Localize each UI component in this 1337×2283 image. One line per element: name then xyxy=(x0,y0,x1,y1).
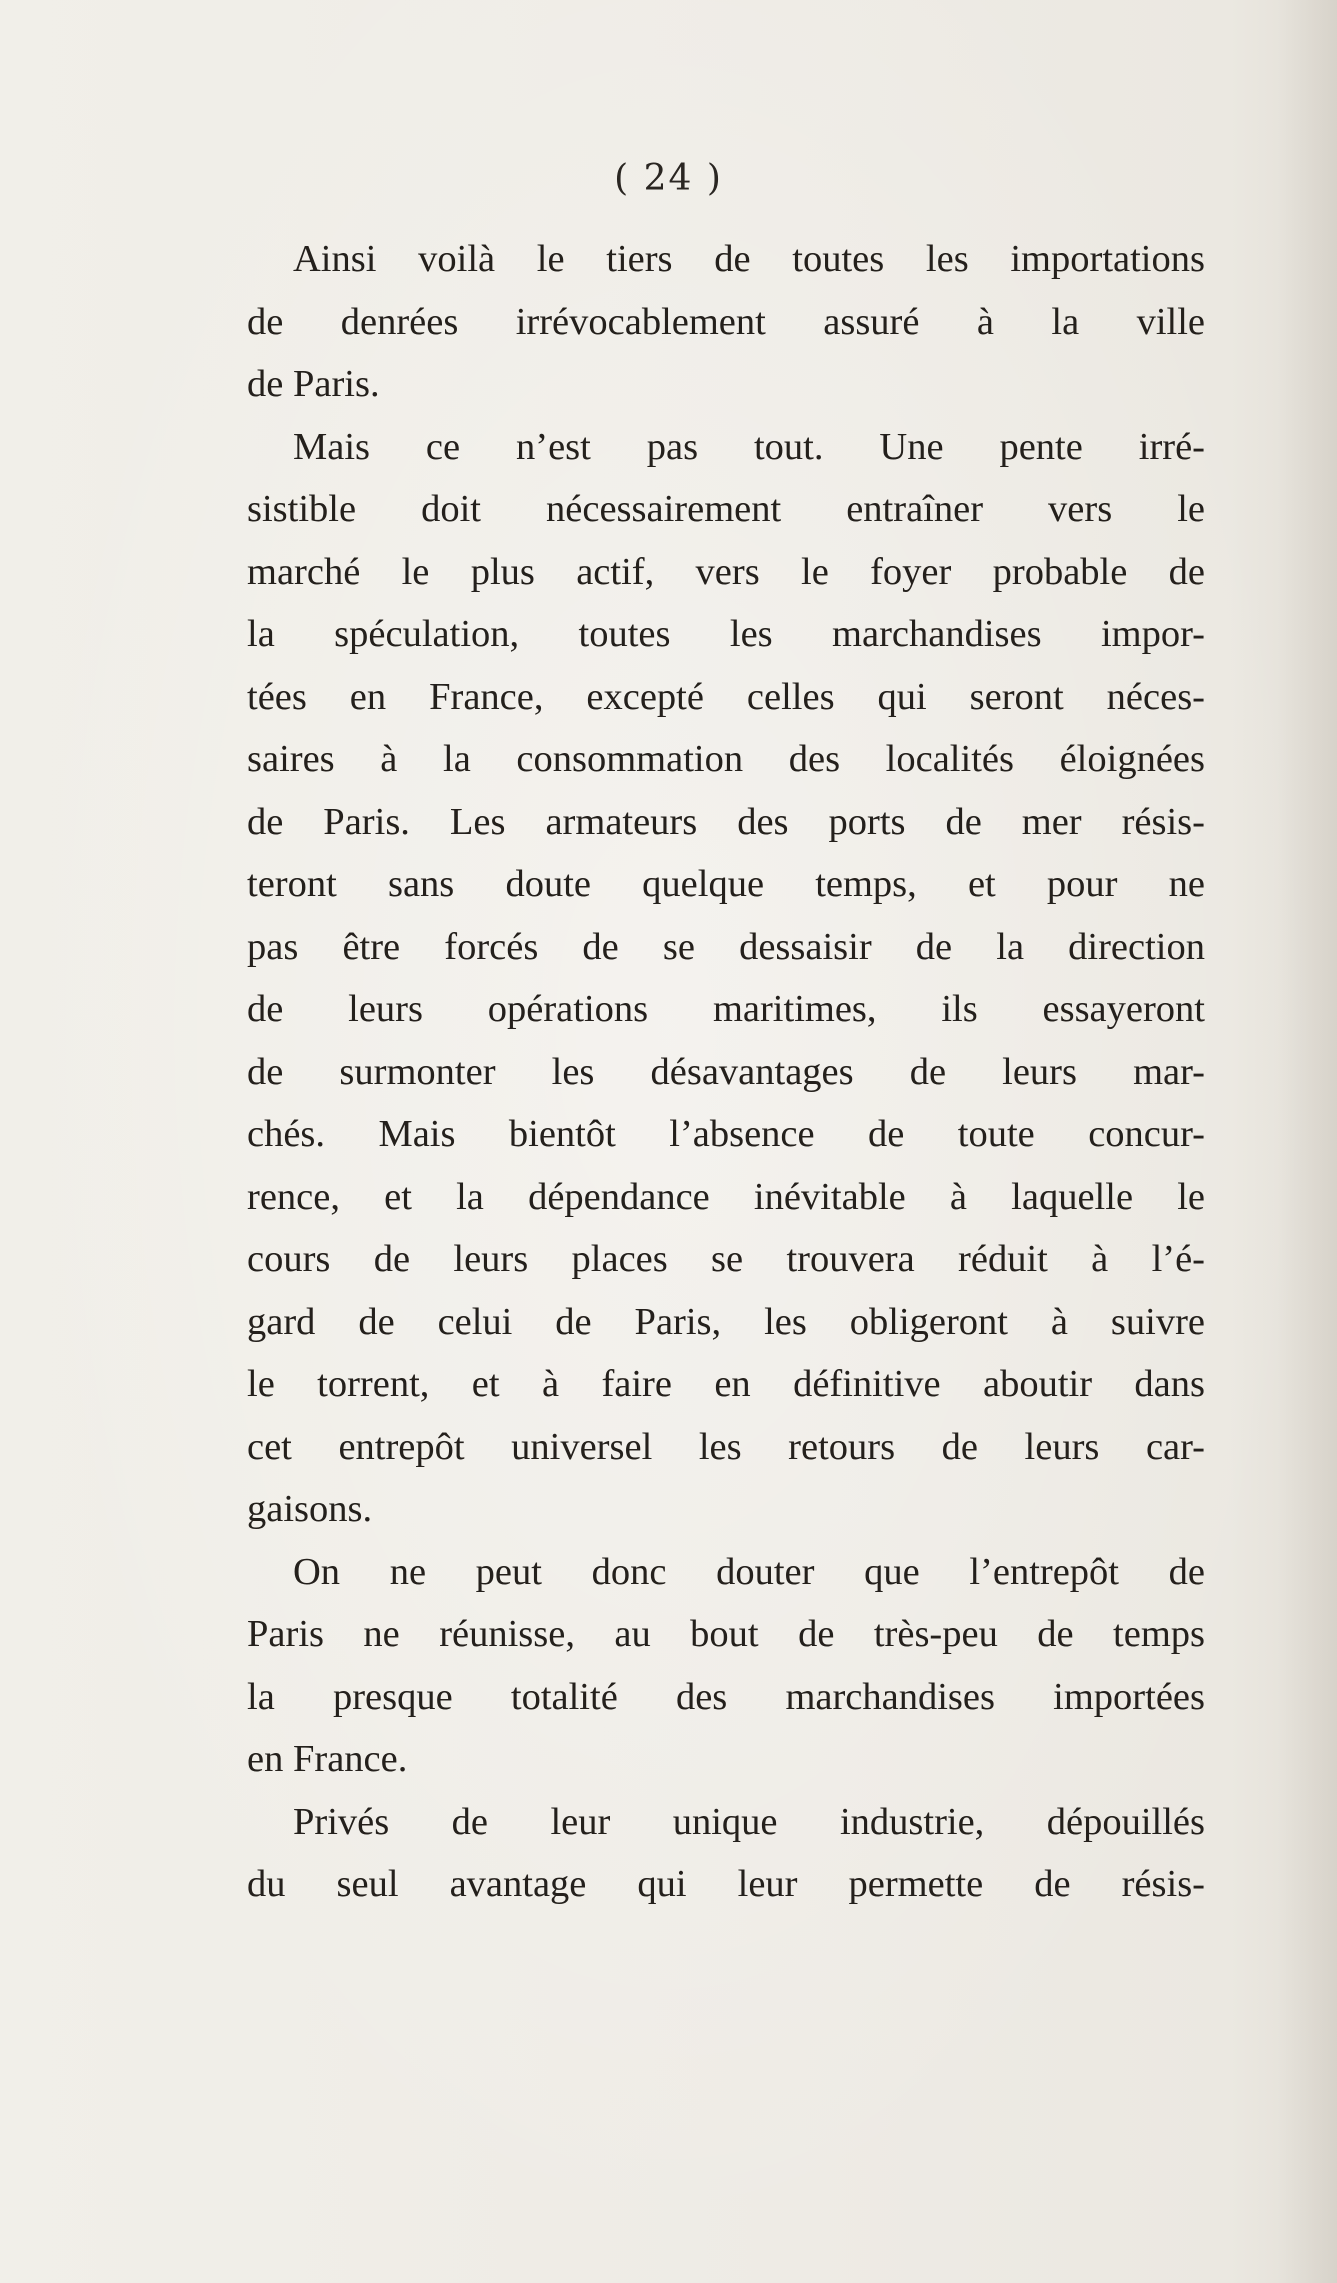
text-line: la spéculation, toutes les marchandises impor- xyxy=(247,613,1205,655)
text-line: teront sans doute quelque temps, et pour ne xyxy=(247,863,1205,905)
text-line: du seul avantage qui leur permette de résis- xyxy=(247,1863,1205,1905)
text-line: de leurs opérations maritimes, ils essayeront xyxy=(247,988,1205,1030)
text-line: de denrées irrévocablement assuré à la ville xyxy=(247,300,1205,343)
text-line: pas être forcés de se dessaisir de la direction xyxy=(247,925,1205,968)
text-line: cours de leurs places se trouvera réduit à l’é- xyxy=(247,1238,1205,1280)
text-line: rence, et la dépendance inévitable à laquelle le xyxy=(247,1175,1205,1218)
page-number-header: ( 24 ) xyxy=(614,158,723,199)
text-line: Ainsi voilà le tiers de toutes les importations xyxy=(293,238,1205,280)
text-line: Paris ne réunisse, au bout de très-peu de temps xyxy=(247,1613,1205,1655)
text-line: de surmonter les désavantages de leurs mar- xyxy=(247,1050,1205,1093)
text-line: marché le plus actif, vers le foyer probable de xyxy=(247,550,1205,593)
text-line: en France. xyxy=(247,1738,408,1780)
body-text xyxy=(247,228,1205,1916)
text-line: Privés de leur unique industrie, dépouillés xyxy=(293,1800,1205,1843)
text-line: chés. Mais bientôt l’absence de toute concur- xyxy=(247,1113,1205,1155)
text-line: de Paris. Les armateurs des ports de mer résis- xyxy=(247,800,1205,843)
text-line: la presque totalité des marchandises importées xyxy=(247,1675,1205,1718)
text-line: gaisons. xyxy=(247,1488,373,1530)
text-line: saires à la consommation des localités éloignées xyxy=(247,738,1205,780)
text-line: On ne peut donc douter que l’entrepôt de xyxy=(293,1550,1205,1593)
text-line: sistible doit nécessairement entraîner vers le xyxy=(247,488,1205,530)
text-line: Mais ce n’est pas tout. Une pente irré- xyxy=(293,425,1205,468)
text-line: de Paris. xyxy=(247,363,380,405)
text-line: cet entrepôt universel les retours de leurs car- xyxy=(247,1425,1205,1468)
page-edge-shadow xyxy=(1277,0,1337,2283)
text-line: tées en France, excepté celles qui seront néces- xyxy=(247,675,1205,718)
text-line: le torrent, et à faire en définitive aboutir dans xyxy=(247,1363,1205,1405)
text-line: gard de celui de Paris, les obligeront à suivre xyxy=(247,1300,1205,1343)
